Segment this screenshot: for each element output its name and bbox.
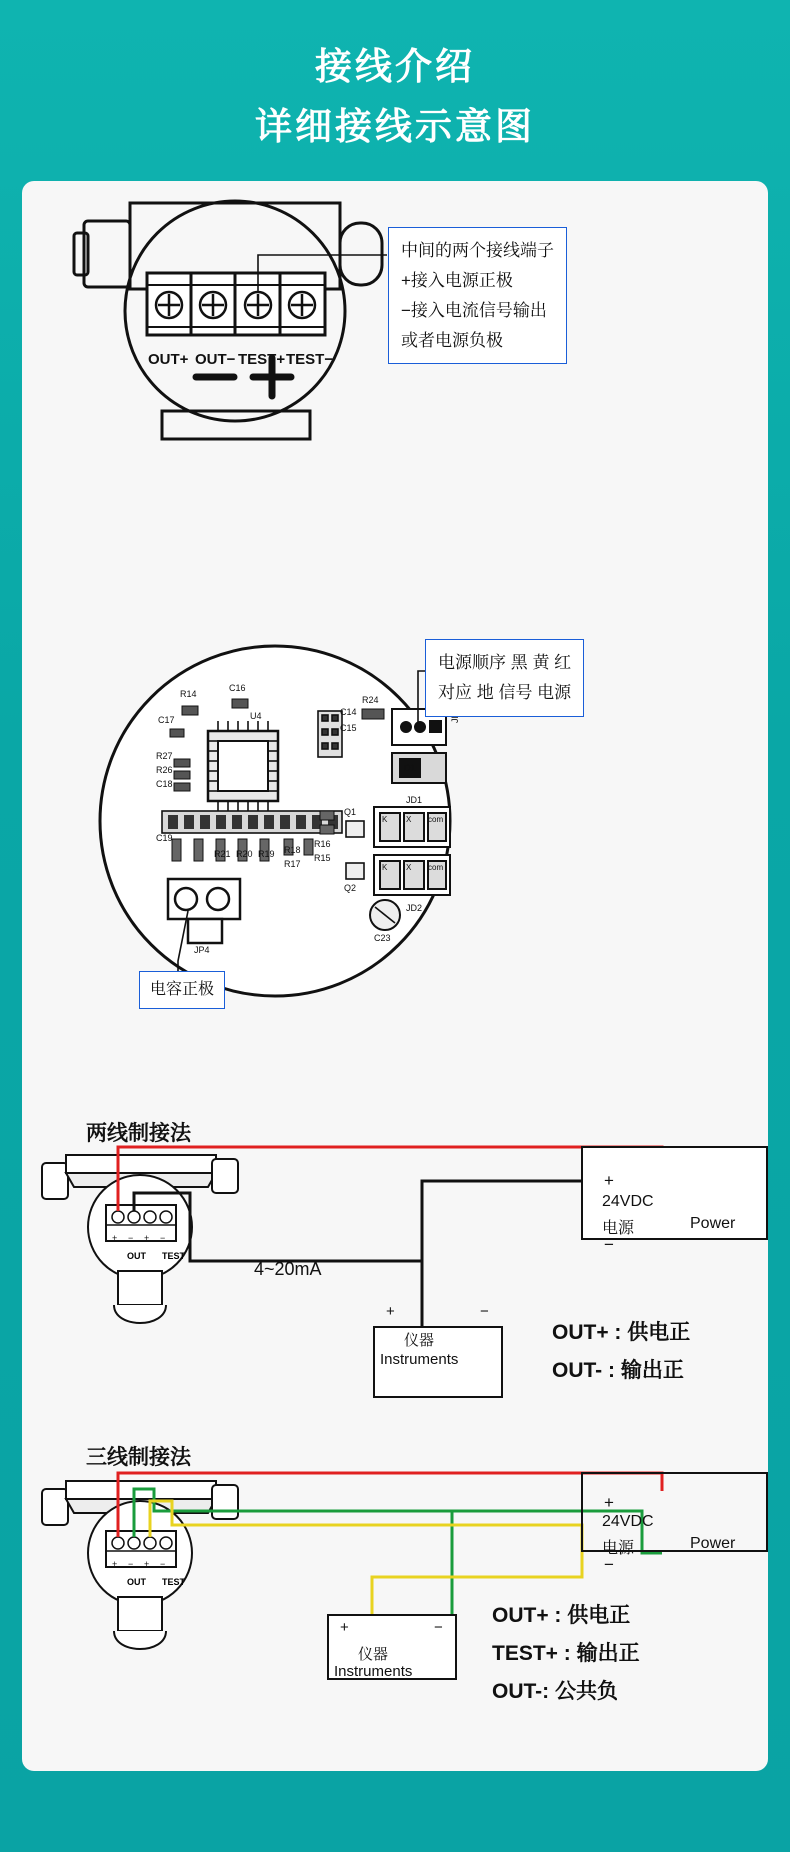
instrument-minus-2w: − — [480, 1303, 489, 1321]
callout-line-3: −接入电流信号输出 — [401, 300, 547, 320]
callout-line-2: +接入电源正极 — [401, 271, 513, 291]
terminal-label-test-minus: TEST− — [286, 351, 334, 369]
pcb-ref-c19: C19 — [156, 833, 173, 844]
note-3w-3: OUT-: 公共负 — [492, 1680, 618, 1704]
pcb-ref-c17: C17 — [158, 715, 175, 726]
svg-text:−: − — [128, 1233, 134, 1244]
callout-capacitor-positive: 电容正极 — [139, 971, 225, 1009]
callout-power-order-line-1: 电源顺序 黑 黄 红 — [438, 653, 572, 673]
power-minus-sign-2w: − — [604, 1235, 614, 1255]
pcb-ref-r21: R21 — [214, 849, 231, 860]
pcb-ref-r17: R17 — [284, 859, 301, 870]
pcb-ref-r20: R20 — [236, 849, 253, 860]
section-two-wire — [22, 1111, 768, 1441]
pcb-ref-r15: R15 — [314, 853, 331, 864]
callout-terminal-info — [388, 227, 567, 364]
pcb-connector-label-k1: K — [382, 815, 388, 825]
pcb-ref-q1: Q1 — [344, 807, 357, 818]
note-2w-2: OUT- : 输出正 — [552, 1359, 684, 1383]
instrument-name-en-2w: Instruments — [380, 1351, 459, 1369]
three-wire-title: 三线制接法 — [86, 1446, 191, 1470]
power-minus-sign-3w: − — [604, 1555, 614, 1575]
pcb-connector-label-x2: X — [406, 863, 412, 873]
section-three-wire — [22, 1441, 768, 1741]
instrument-plus-3w: + — [340, 1619, 349, 1637]
svg-text:+: + — [144, 1233, 150, 1244]
device-label-test-2w: TEST — [162, 1251, 186, 1262]
pcb-ref-jd2: JD2 — [406, 903, 423, 914]
three-wire-diagram — [22, 1467, 768, 1747]
two-wire-diagram — [22, 1141, 768, 1451]
terminal-label-out-plus: OUT+ — [148, 351, 189, 369]
pcb-ref-r26: R26 — [156, 765, 173, 776]
power-name-en-2w: Power — [690, 1215, 736, 1233]
device-label-out-2w: OUT — [127, 1251, 146, 1262]
pcb-ref-c16: C16 — [229, 683, 246, 694]
pcb-silkscreen-labels — [22, 611, 768, 1111]
svg-text:+: + — [144, 1559, 150, 1570]
current-range-label: 4~20mA — [254, 1259, 322, 1280]
pcb-ref-r27: R27 — [156, 751, 173, 762]
pcb-ref-q2: Q2 — [344, 883, 357, 894]
instrument-plus-2w: + — [386, 1303, 395, 1321]
power-voltage-2w: 24VDC — [602, 1193, 654, 1211]
terminal-label-out-minus: OUT− — [195, 351, 236, 369]
instrument-name-2w: 仪器 — [404, 1332, 435, 1350]
pcb-ref-r24: R24 — [362, 695, 379, 706]
pcb-connector-label-com1: com — [428, 815, 444, 825]
section-pcb — [22, 611, 768, 1111]
page-subtitle: 详细接线示意图 — [255, 105, 535, 147]
content-card — [22, 181, 768, 1771]
two-wire-title: 两线制接法 — [86, 1122, 191, 1146]
pcb-ref-d1: D1 — [404, 763, 416, 774]
pcb-ref-r18: R18 — [284, 845, 301, 856]
terminal-label-test-plus: TEST+ — [238, 351, 286, 369]
note-3w-1: OUT+ : 供电正 — [492, 1604, 631, 1628]
pcb-connector-label-k2: K — [382, 863, 388, 873]
svg-text:+: + — [112, 1233, 118, 1244]
power-plus-sign-2w: + — [604, 1171, 614, 1191]
page-title: 接线介绍 — [315, 46, 475, 87]
svg-text:−: − — [128, 1559, 134, 1570]
pcb-ref-r16: R16 — [314, 839, 331, 850]
callout-line-1: 中间的两个接线端子 — [401, 241, 554, 261]
section-terminal-head — [22, 181, 768, 611]
instrument-name-3w: 仪器 — [358, 1646, 389, 1664]
note-2w-1: OUT+ : 供电正 — [552, 1321, 691, 1345]
callout-power-order — [425, 639, 584, 717]
pcb-ref-c18: C18 — [156, 779, 173, 790]
power-plus-sign-3w: + — [604, 1493, 614, 1513]
svg-text:−: − — [160, 1559, 166, 1570]
pcb-ref-u4: U4 — [250, 711, 262, 722]
callout-power-order-line-2: 对应 地 信号 电源 — [438, 683, 572, 703]
power-voltage-3w: 24VDC — [602, 1513, 654, 1531]
pcb-ref-c15: C15 — [340, 723, 357, 734]
device-label-test-3w: TEST — [162, 1577, 186, 1588]
callout-line-4: 或者电源负极 — [401, 330, 503, 350]
pcb-ref-jd1: JD1 — [406, 795, 423, 806]
instrument-name-en-3w: Instruments — [334, 1663, 413, 1681]
pcb-ref-jp4: JP4 — [194, 945, 210, 956]
power-name-en-3w: Power — [690, 1535, 736, 1553]
pcb-connector-label-x1: X — [406, 815, 412, 825]
pcb-ref-c23: C23 — [374, 933, 391, 944]
power-name-3w: 电源 — [602, 1540, 635, 1558]
svg-text:+: + — [112, 1559, 118, 1570]
pcb-ref-c14: C14 — [340, 707, 357, 718]
page-header — [0, 0, 790, 181]
device-label-out-3w: OUT — [127, 1577, 146, 1588]
pcb-ref-r19: R19 — [258, 849, 275, 860]
pcb-connector-label-com2: com — [428, 863, 444, 873]
instrument-minus-3w: − — [434, 1619, 443, 1637]
power-name-2w: 电源 — [602, 1220, 635, 1238]
note-3w-2: TEST+ : 输出正 — [492, 1642, 640, 1666]
svg-text:−: − — [160, 1233, 166, 1244]
pcb-ref-r14: R14 — [180, 689, 197, 700]
